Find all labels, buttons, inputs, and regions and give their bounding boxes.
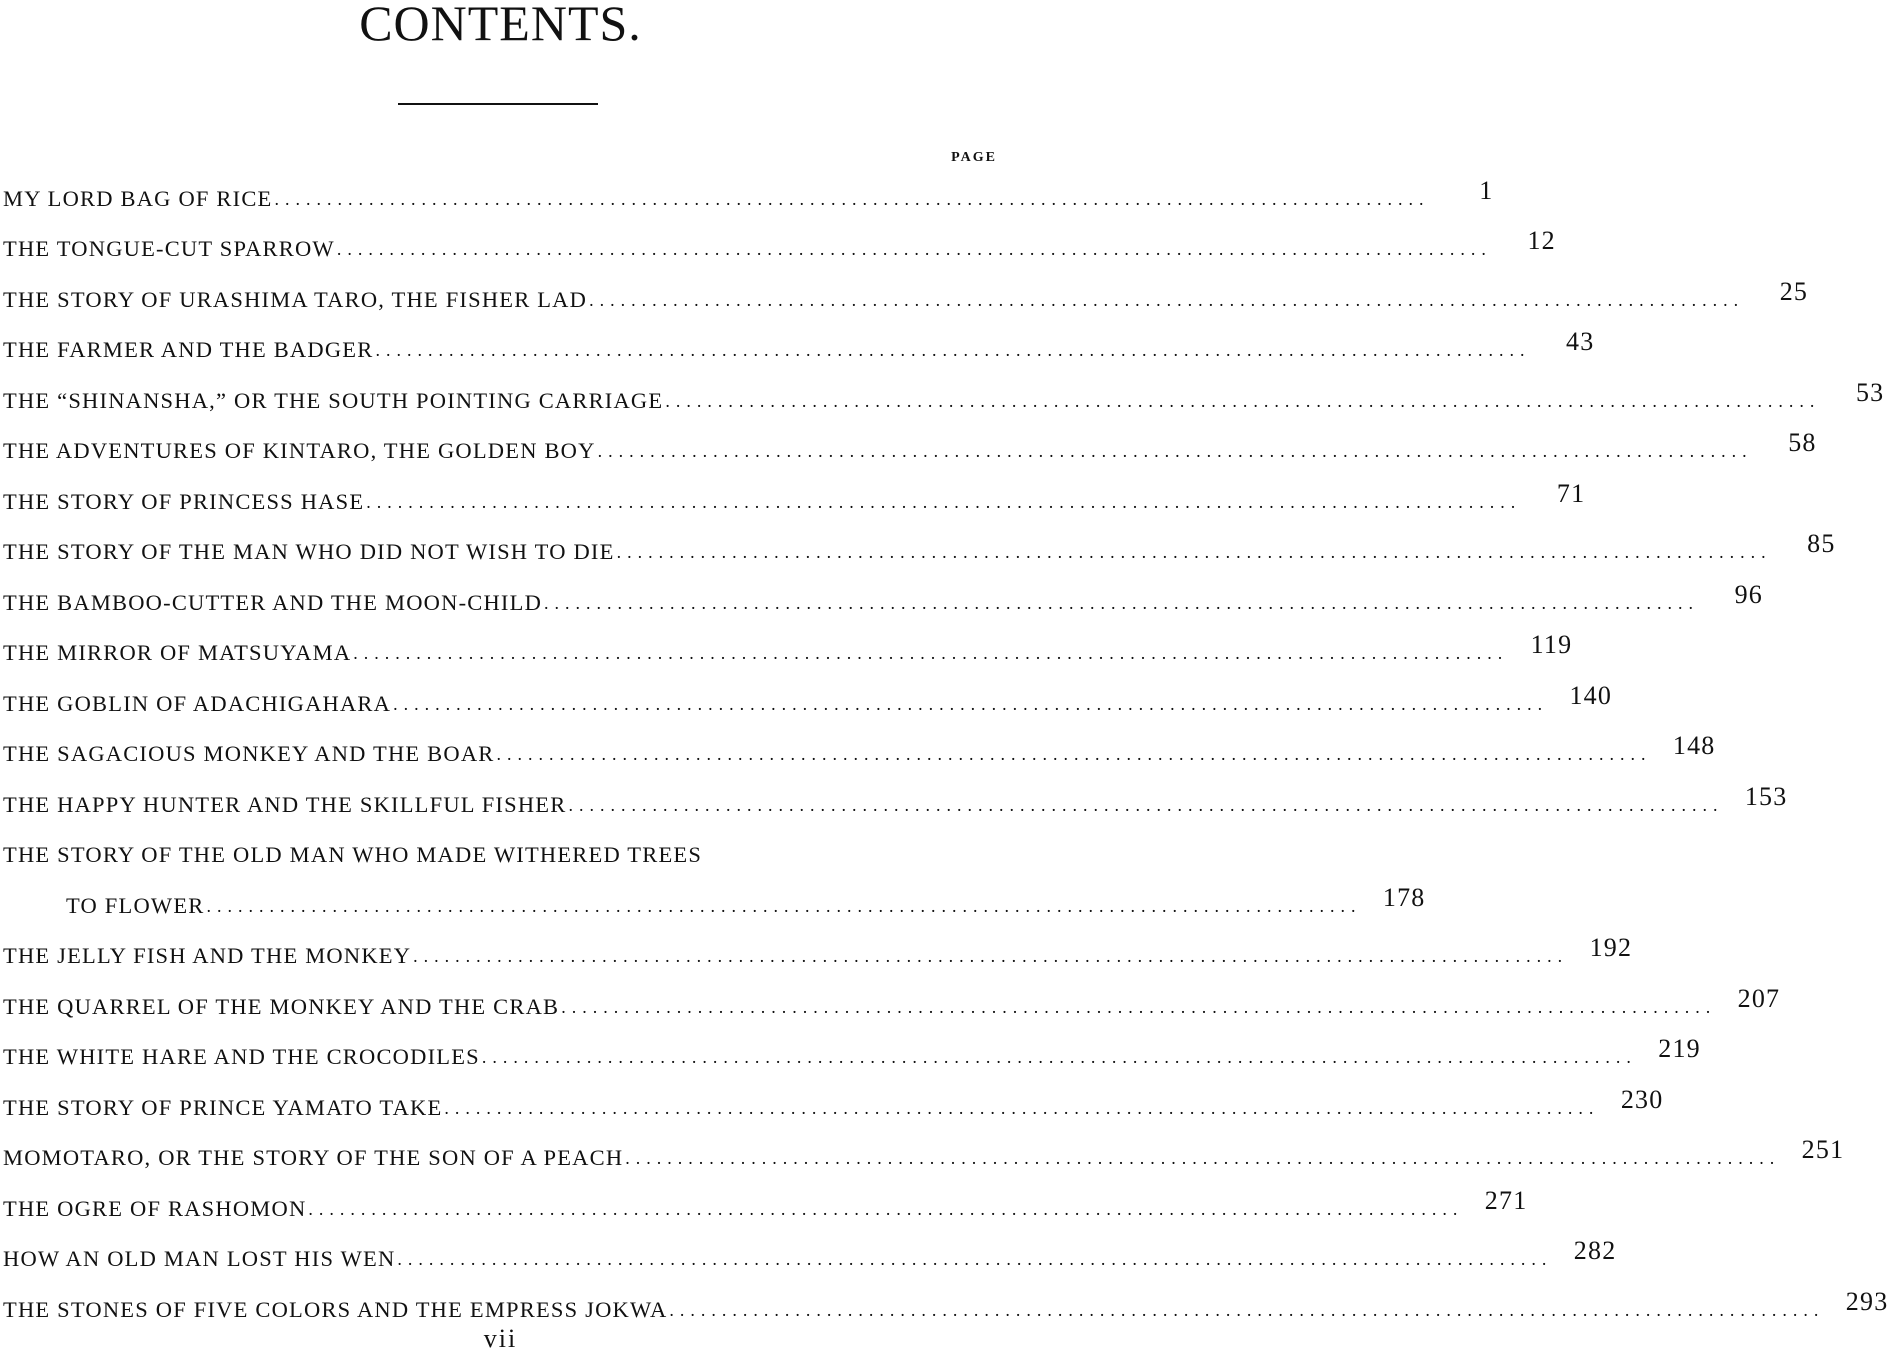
- toc-entry-title: THE STORY OF URASHIMA TARO, THE FISHER LAD: [3, 286, 588, 312]
- toc-entry[interactable]: [0, 423, 1817, 474]
- toc-entry[interactable]: [0, 726, 1716, 777]
- toc-entry-page: 148: [1672, 731, 1716, 760]
- toc-entry[interactable]: [0, 1130, 1845, 1181]
- toc-entry-page: 251: [1801, 1135, 1845, 1164]
- dot-leader: ..............................................................................................................: [353, 643, 1509, 663]
- toc-entry[interactable]: [0, 170, 1494, 221]
- toc-entry-page: 25: [1779, 276, 1809, 306]
- toc-entry-title: THE STORY OF THE OLD MAN WHO MADE WITHERED TREES: [3, 842, 703, 867]
- toc-entry-page: 85: [1807, 529, 1836, 558]
- toc-entry[interactable]: [0, 473, 1586, 524]
- toc-entry-title: THE QUARREL OF THE MONKEY AND THE CRAB: [3, 993, 560, 1019]
- toc-entry-page: 282: [1573, 1236, 1617, 1265]
- dot-leader: ..............................................................................................................: [393, 693, 1549, 714]
- toc-entry-page: 71: [1556, 478, 1586, 508]
- toc-entry[interactable]: [0, 1180, 1528, 1231]
- dot-leader: ..............................................................................................................: [375, 340, 1531, 360]
- toc-entry-title: THE SAGACIOUS MONKEY AND THE BOAR: [3, 741, 495, 766]
- toc-entry-title: THE WHITE HARE AND THE CROCODILES: [3, 1044, 480, 1069]
- dot-leader: ..............................................................................................................: [481, 1047, 1637, 1067]
- toc-entry[interactable]: [0, 675, 1613, 726]
- toc-entry-title: THE JELLY FISH AND THE MONKEY: [3, 943, 412, 968]
- dot-leader: ..............................................................................................................: [616, 542, 1772, 562]
- toc-entry-title: MY LORD BAG OF RICE: [3, 185, 273, 211]
- title-rule: [398, 103, 598, 105]
- toc-entry-title: TO FLOWER: [66, 892, 205, 918]
- toc-entry-page: 219: [1658, 1034, 1701, 1063]
- toc-entry-title: THE ADVENTURES OF KINTARO, THE GOLDEN BOY: [3, 438, 596, 463]
- toc-entry-page: 119: [1530, 630, 1573, 659]
- dot-leader: ..............................................................................................................: [625, 1148, 1781, 1168]
- dot-leader: ..............................................................................................................: [597, 441, 1753, 461]
- toc-entry[interactable]: [0, 625, 1573, 676]
- toc-entry-page: 178: [1382, 882, 1426, 912]
- page-title: CONTENTS.: [359, 0, 642, 51]
- toc-entry-page: 192: [1589, 933, 1633, 962]
- page-folio: vii: [483, 1324, 518, 1353]
- toc-entry-title: THE MIRROR OF MATSUYAMA: [3, 640, 352, 665]
- toc-entry[interactable]: [0, 372, 1885, 423]
- dot-leader: ..............................................................................................................: [274, 188, 1430, 209]
- toc-entry-title: THE STORY OF PRINCE YAMATO TAKE: [3, 1094, 443, 1120]
- toc-entry-title: THE TONGUE-CUT SPARROW: [3, 236, 335, 261]
- toc-entry[interactable]: [0, 928, 1633, 979]
- dot-leader: ..............................................................................................................: [568, 794, 1724, 815]
- toc-entry-page: 58: [1788, 428, 1817, 457]
- toc-entry-title: THE STORY OF PRINCESS HASE: [3, 488, 365, 514]
- contents-list: [0, 170, 1889, 1332]
- toc-entry-page: 96: [1734, 579, 1764, 609]
- dot-leader: ..............................................................................................................: [544, 592, 1700, 613]
- toc-entry[interactable]: [0, 1231, 1617, 1282]
- dot-leader: ..............................................................................................................: [397, 1249, 1553, 1269]
- toc-entry[interactable]: [0, 978, 1781, 1029]
- toc-entry-page: 293: [1845, 1286, 1889, 1316]
- toc-entry-page: 230: [1620, 1084, 1664, 1114]
- dot-leader: ..............................................................................................................: [669, 1299, 1825, 1320]
- toc-entry-title: THE OGRE OF RASHOMON: [3, 1195, 307, 1221]
- dot-leader: ..............................................................................................................: [444, 1097, 1600, 1118]
- toc-entry-title: THE FARMER AND THE BADGER: [3, 337, 374, 362]
- toc-entry-page: 43: [1566, 327, 1595, 356]
- toc-entry-title: THE “SHINANSHA,” OR THE SOUTH POINTING CARRIAGE: [3, 387, 664, 413]
- toc-entry-page: 53: [1855, 377, 1885, 407]
- toc-entry[interactable]: [0, 524, 1836, 575]
- toc-entry-title: MOMOTARO, OR THE STORY OF THE SON OF A PEACH: [3, 1145, 624, 1170]
- dot-leader: ..............................................................................................................: [366, 491, 1522, 512]
- toc-entry[interactable]: [0, 1029, 1701, 1080]
- toc-entry[interactable]: [0, 1079, 1664, 1130]
- dot-leader: ..............................................................................................................: [561, 996, 1717, 1017]
- toc-entry[interactable]: [0, 271, 1809, 322]
- dot-leader: ..............................................................................................................: [413, 946, 1569, 966]
- toc-entry-page: 1: [1479, 175, 1494, 205]
- dot-leader: ..............................................................................................................: [308, 1198, 1464, 1219]
- dot-leader: ..............................................................................................................: [496, 744, 1652, 764]
- toc-entry-page: 12: [1527, 226, 1556, 255]
- toc-entry-title: THE GOBLIN OF ADACHIGAHARA: [3, 690, 392, 716]
- page-column-label: PAGE: [951, 150, 997, 165]
- dot-leader: ..............................................................................................................: [665, 390, 1821, 411]
- toc-entry[interactable]: [0, 827, 1001, 878]
- dot-leader: ..............................................................................................................: [336, 239, 1492, 259]
- toc-entry-page: 271: [1484, 1185, 1528, 1215]
- toc-entry-title: THE BAMBOO-CUTTER AND THE MOON-CHILD: [3, 589, 543, 615]
- toc-entry-title: THE STONES OF FIVE COLORS AND THE EMPRESS JOKWA: [3, 1296, 668, 1322]
- toc-entry-continuation[interactable]: [0, 877, 1426, 928]
- toc-entry-page: 140: [1569, 680, 1613, 710]
- toc-entry-title: HOW AN OLD MAN LOST HIS WEN: [3, 1246, 396, 1271]
- toc-entry[interactable]: [0, 221, 1556, 272]
- toc-entry[interactable]: [0, 322, 1595, 373]
- dot-leader: ..............................................................................................................: [206, 895, 1362, 916]
- toc-entry[interactable]: [0, 574, 1764, 625]
- toc-entry-page: 207: [1737, 983, 1781, 1013]
- dot-leader: ..............................................................................................................: [589, 289, 1745, 310]
- toc-entry-title: THE STORY OF THE MAN WHO DID NOT WISH TO DIE: [3, 539, 615, 564]
- toc-entry-title: THE HAPPY HUNTER AND THE SKILLFUL FISHER: [3, 791, 567, 817]
- toc-entry-page: 153: [1744, 781, 1788, 811]
- toc-entry[interactable]: [0, 776, 1788, 827]
